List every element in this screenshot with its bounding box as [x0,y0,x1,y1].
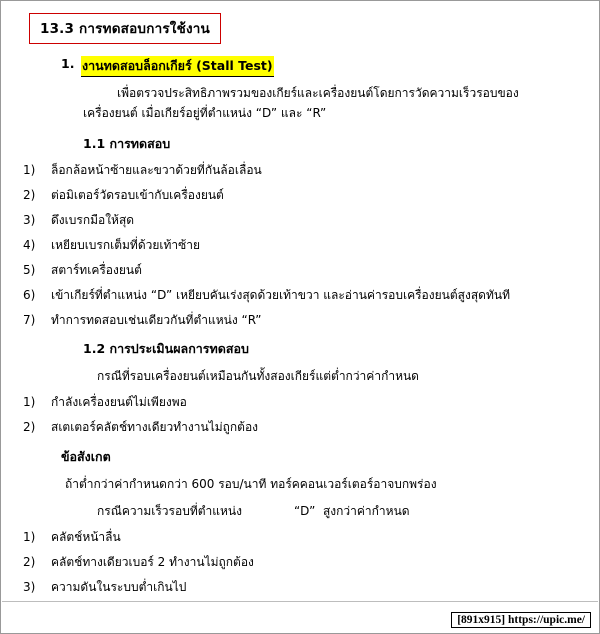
subsection-1-2-title: 1.2 การประเมินผลการทดสอบ [83,340,249,356]
list-item-marker: 1) [23,394,36,409]
list-item-marker: 7) [23,312,36,327]
list-item-marker: 4) [23,237,36,252]
notes-title: ข้อสังเกต [61,448,111,464]
list-item-stall-test [61,56,583,77]
section-heading-box [29,13,221,44]
list-item [17,393,583,411]
notes-line-2-suffix: สูงกว่าค่ากำหนด [322,503,410,518]
list-item-text: ความดันในระบบต่ำเกินไป [51,580,187,595]
list-item-text: เหยียบเบรกเต็มที่ด้วยเท้าซ้าย [51,237,201,252]
list-item [17,236,583,254]
subsection-1-1-title: 1.1 การทดสอบ [83,135,171,151]
list-item-text: คลัตช์ทางเดียวเบอร์ 2 ทำงานไม่ถูกต้อง [51,555,254,570]
list-item [17,311,583,329]
list-item-text: กำลังเครื่องยนต์ไม่เพียงพอ [51,394,187,409]
list-item [17,553,583,571]
list-item-text: ล็อกล้อหน้าซ้ายและขวาด้วยที่กันล้อเลื่อน [51,162,262,177]
list-item [17,211,583,229]
list-item-marker: 1) [23,162,36,177]
list-item-marker: 3) [23,212,36,227]
list-item [17,528,583,546]
list-item [17,578,583,596]
footer-divider [2,601,598,602]
list-item-marker: 6) [23,287,36,302]
list-item [17,286,583,304]
list-item-text: ต่อมิเตอร์วัดรอบเข้ากับเครื่องยนต์ [51,187,224,202]
page-footer [1,601,599,633]
stall-test-intro: เพื่อตรวจประสิทธิภาพรวมของเกียร์และเครื่องยนต์โดยการวัดความเร็วรอบของเครื่องยนต์ เมื่อเกียร์อยู่ที่ตำแหน่ง “D” และ “R” [83,86,519,120]
evaluation-list [17,393,583,436]
list-item-marker: 1) [23,530,36,545]
document-content [1,1,599,601]
list-item [17,186,583,204]
list-item-text: คลัตช์หน้าลื่น [51,530,121,545]
list-item [17,261,583,279]
evaluation-intro: กรณีที่รอบเครื่องยนต์เหมือนกันทั้งสองเกียร์แต่ต่ำกว่าค่ากำหนด [97,368,419,383]
notes-line-2-prefix: กรณีความเร็วรอบที่ตำแหน่ง [97,503,242,518]
list-item-text: เข้าเกียร์ที่ตำแหน่ง “D” เหยียบคันเร่งสุดด้วยเท้าขวา และอ่านค่ารอบเครื่องยนต์สูงสุดทันที [51,287,510,302]
notes-line-2 [97,502,563,521]
list-item [17,418,583,436]
list-item-text: ดึงเบรกมือให้สุด [51,212,135,227]
list-item-marker: 5) [23,262,36,277]
image-credit: [891x915] https://upic.me/ [451,612,591,628]
list-item-marker: 2) [23,555,36,570]
list-item [17,161,583,179]
list-item-marker: 2) [23,419,36,434]
notes-line-2-value: “D” [293,503,316,518]
test-procedure-list [17,161,583,329]
list-item-number: 1. [61,56,75,71]
list-item-marker: 3) [23,580,36,595]
notes-line-1: ถ้าต่ำกว่าค่ากำหนดกว่า 600 รอบ/นาที ทอร์คคอนเวอร์เตอร์อาจบกพร่อง [65,476,437,491]
page-title: 13.3 การทดสอบการใช้งาน [40,21,210,37]
list-item-text: ทำการทดสอบเช่นเดียวกันที่ตำแหน่ง “R” [51,312,262,327]
stall-test-title: งานทดสอบล็อกเกียร์ (Stall Test) [81,56,274,77]
list-item-text: สเตเตอร์คลัตช์ทางเดียวทำงานไม่ถูกต้อง [51,419,259,434]
notes-list [17,528,583,596]
list-item-marker: 2) [23,187,36,202]
list-item-text: สตาร์ทเครื่องยนต์ [51,262,142,277]
